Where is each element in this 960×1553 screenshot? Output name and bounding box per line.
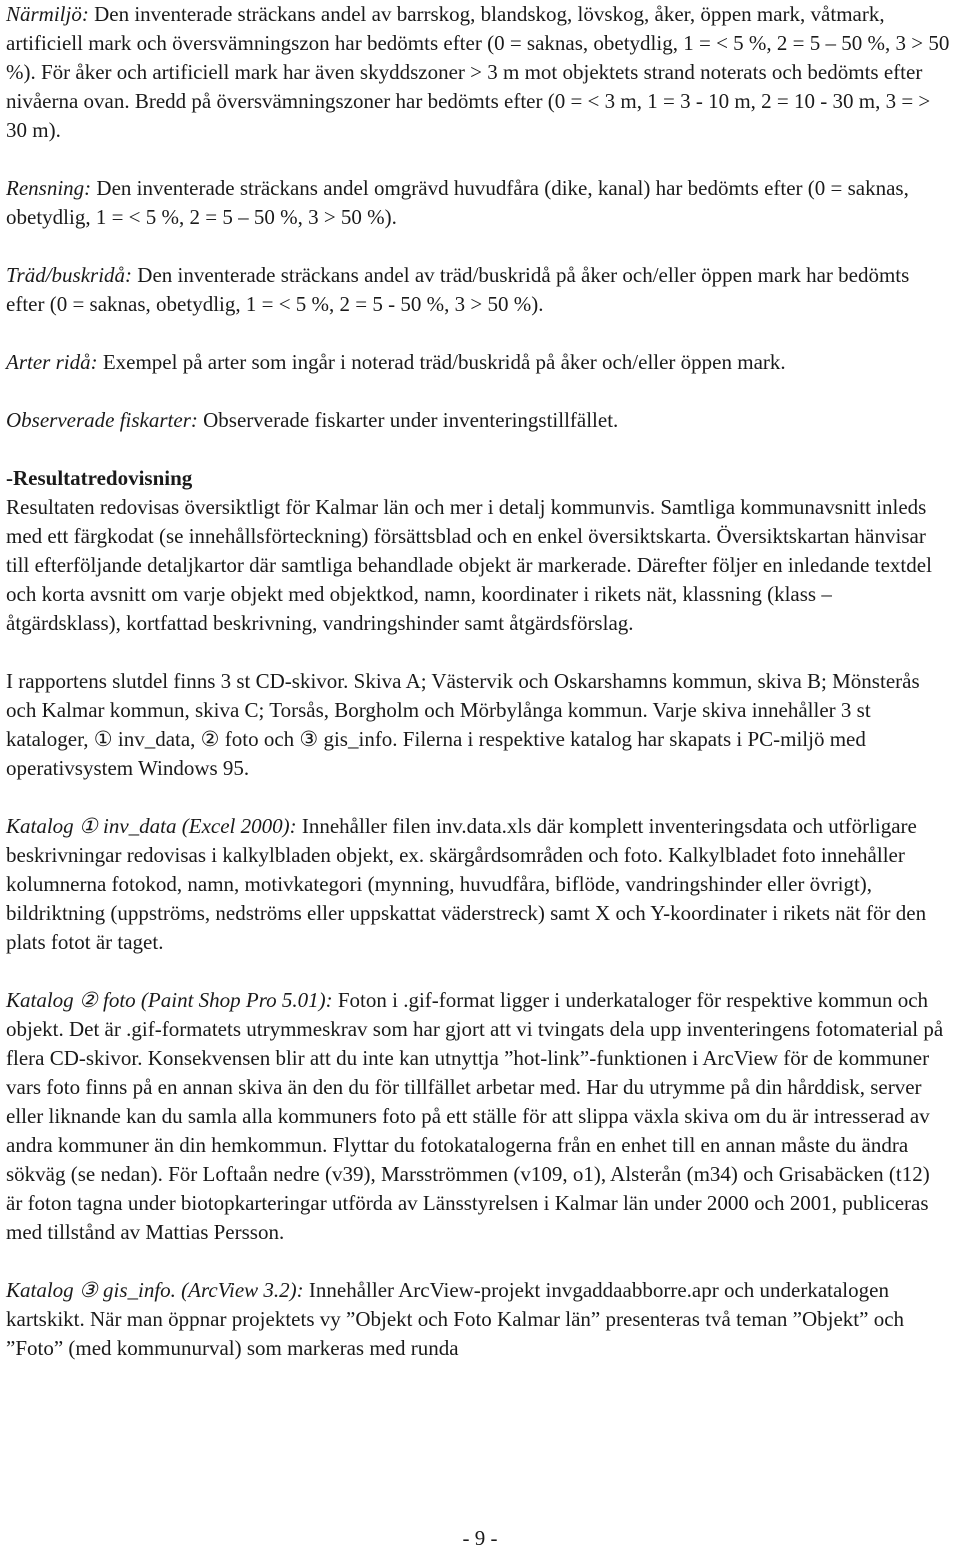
text-fiskarter: Observerade fiskarter under inventeringstillfället. <box>203 408 619 432</box>
paragraph-fiskarter <box>6 406 950 435</box>
text-narmiljo: Den inventerade sträckans andel av barrskog, blandskog, lövskog, åker, öppen mark, våtmark, artificiell mark och översvämningszon har bedömts efter (0 = saknas, obetydlig, 1 = < 5 %, 2 = 5 – 50 %, 3 > 50 %). För åker och artificiell mark har även skyddszoner > 3 m mot objektets strand noterats och bedömts efter nivåerna ovan. Bredd på översvämningszoner har bedömts efter (0 = < 3 m, 1 = 3 - 10 m, 2 = 10 - 30 m, 3 = > 30 m). <box>6 2 950 142</box>
paragraph-tradbuskrida <box>6 261 950 319</box>
text-katalog-3: Innehåller ArcView-projekt invgaddaabborre.apr och underkatalogen kartskikt. När man öppnar projektets vy ”Objekt och Foto Kalmar län” presenteras två teman ”Objekt” och ”Foto” (med kommunurval) som markeras med runda <box>6 1278 905 1360</box>
text-rensning: Den inventerade sträckans andel omgrävd huvudfåra (dike, kanal) har bedömts efter (0 = saknas, obetydlig, 1 = < 5 %, 2 = 5 – 50 %, 3 > 50 %). <box>6 176 909 229</box>
term-narmiljo: Närmiljö: <box>6 2 89 26</box>
term-katalog-1: Katalog ① inv_data (Excel 2000): <box>6 814 297 838</box>
section-heading-resultatredovisning: -Resultatredovisning <box>6 466 193 490</box>
paragraph-katalog-2 <box>6 986 950 1247</box>
paragraph-arter-rida <box>6 348 950 377</box>
term-fiskarter: Observerade fiskarter: <box>6 408 198 432</box>
term-tradbuskrida: Träd/buskridå: <box>6 263 133 287</box>
term-arter-rida: Arter ridå: <box>6 350 98 374</box>
text-tradbuskrida: Den inventerade sträckans andel av träd/buskridå på åker och/eller öppen mark har bedömts efter (0 = saknas, obetydlig, 1 = < 5 %, 2 = 5 - 50 %, 3 > 50 %). <box>6 263 910 316</box>
text-katalog-2: Foton i .gif-format ligger i underkataloger för respektive kommun och objekt. Det är .gif-formatets utrymmeskrav som har gjort att vi tvingats dela upp inventeringens fotomaterial på flera CD-skivor. Konsekvensen blir att du inte kan utnyttja ”hot-link”-funktionen i ArcView för de kommuner vars foto finns på en annan skiva än den du för tillfället arbetar med. Har du utrymme på din hårddisk, server eller liknande kan du samla alla kommuners foto på ett ställe för att slippa växla skiva om du är intresserad av andra kommuner än din hemkommun. Flyttar du fotokatalogerna från en enhet till en annan måste du ändra sökväg (se nedan). För Loftaån nedre (v39), Marsströmmen (v109, o1), Alsterån (m34) och Grisabäcken (t12) är foton tagna under biotopkarteringar utförda av Länsstyrelsen i Kalmar län under 2000 och 2001, publiceras med tillstånd av Mattias Persson. <box>6 988 944 1244</box>
document-page <box>6 0 950 1392</box>
paragraph-narmiljo <box>6 0 950 145</box>
paragraph-katalog-1 <box>6 812 950 957</box>
text-katalog-1: Innehåller filen inv.data.xls där komplett inventeringsdata och utförligare beskrivningar redovisas i kalkylbladen objekt, ex. skärgårdsområden och foto. Kalkylbladet foto innehåller kolumnerna fotokod, namn, motivkategori (mynning, huvudfåra, biflöde, vandringshinder eller övrigt), bildriktning (uppströms, nedströms eller uppskattat väderstreck) samt X och Y-koordinater i rikets nät för den plats fotot är taget. <box>6 814 927 954</box>
paragraph-resultat: Resultaten redovisas översiktligt för Kalmar län och mer i detalj kommunvis. Samtliga kommunavsnitt inleds med ett färgkodat (se innehållsförteckning) försättsblad och en enkel översiktskarta. Översiktskartan hänvisar till efterföljande detaljkartor där samtliga behandlade objekt är markerade. Därefter följer en inledande textdel och korta avsnitt om varje objekt med objektkod, namn, koordinater i rikets nät, klassning (klass – åtgärdsklass), kortfattad beskrivning, vandringshinder samt åtgärdsförslag. <box>6 495 932 635</box>
page-number: - 9 - <box>462 1526 498 1550</box>
paragraph-katalog-3 <box>6 1276 950 1363</box>
term-rensning: Rensning: <box>6 176 92 200</box>
text-arter-rida: Exempel på arter som ingår i noterad träd/buskridå på åker och/eller öppen mark. <box>102 350 786 374</box>
paragraph-cd-skivor: I rapportens slutdel finns 3 st CD-skivor. Skiva A; Västervik och Oskarshamns kommun, skiva B; Mönsterås och Kalmar kommun, skiva C; Torsås, Borgholm och Mörbylånga kommun. Varje skiva innehåller 3 st kataloger, ① inv_data, ② foto och ③ gis_info. Filerna i respektive katalog har skapats i PC-miljö med operativsystem Windows 95. <box>6 669 920 780</box>
term-katalog-3: Katalog ③ gis_info. (ArcView 3.2): <box>6 1278 304 1302</box>
paragraph-rensning <box>6 174 950 232</box>
term-katalog-2: Katalog ② foto (Paint Shop Pro 5.01): <box>6 988 333 1012</box>
